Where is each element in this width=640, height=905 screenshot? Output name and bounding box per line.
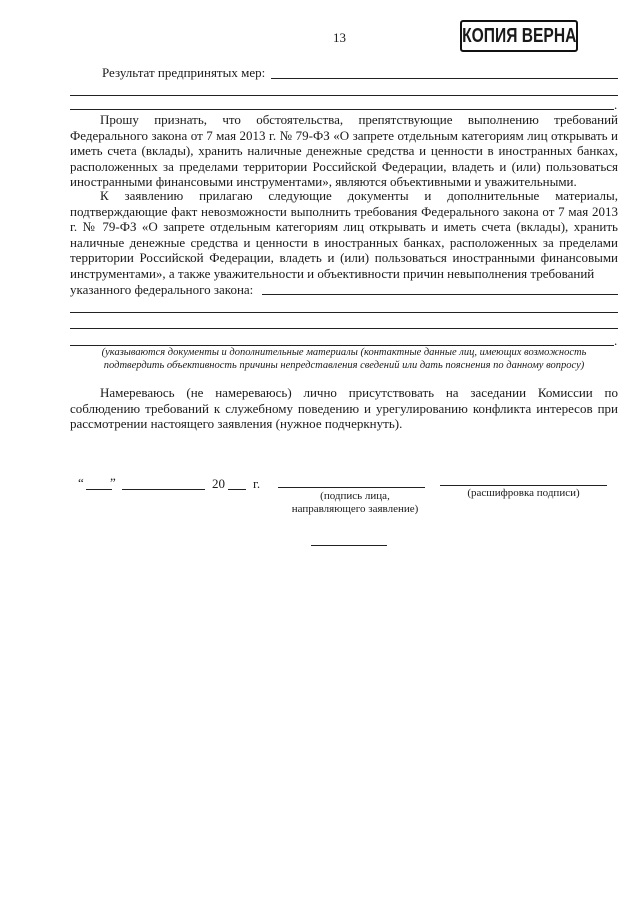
result-label: Результат предпринятых мер:	[102, 65, 266, 80]
attachments-note-line-2: подтвердить объективность причины непредставления сведений или дать пояснения по данному вопросу)	[103, 360, 585, 371]
signature-caption-line-2: направляющего заявление)	[291, 503, 419, 515]
date-quote-close: ”	[110, 475, 116, 490]
bottom-separator	[311, 545, 387, 546]
attachments-paragraph: К заявлению прилагаю следующие документы и дополнительные материалы, подтверждающие факт невозможности выполнить требования Федерального закона от 7 мая 2013 г. № 79-ФЗ «О запрете отдельным категориям лиц открывать и иметь счета (вклады), хранить наличные денежные средства и ценности в иностранных банках, расположенных за пределами территории Российской Федерации, владеть и (или) пользоваться иностранными финансовыми инструментами», а также уважительности и объективности причин невыполнения требований	[70, 188, 618, 281]
signature-line[interactable]	[278, 487, 425, 488]
date-year-suffix: г.	[253, 476, 261, 491]
signature-caption-line-1: (подпись лица,	[320, 490, 390, 502]
stamp-text: КОПИЯ ВЕРНА	[461, 24, 577, 47]
attachments-line-3[interactable]	[70, 328, 618, 329]
intent-paragraph: Намереваюсь (не намереваюсь) лично присутствовать на заседании Комиссии по соблюдению требований к служебному поведению и урегулированию конфликта интересов при рассмотрении настоящего заявления (нужное подчеркнуть).	[70, 385, 618, 432]
result-line-1[interactable]	[271, 78, 618, 79]
result-end-mark: .	[614, 97, 618, 112]
request-paragraph: Прошу признать, что обстоятельства, препятствующие выполнению требований Федерального закона от 7 мая 2013 г. № 79-ФЗ «О запрете отдельным категориям лиц открывать и иметь счета (вклады), хранить наличные денежные средства и ценности в иностранных банках, расположенных за пределами территории Российской Федерации, владеть и (или) пользоваться иностранными финансовыми инструментами», являются объективными и уважительными.	[70, 112, 618, 190]
result-line-2[interactable]	[70, 95, 618, 96]
attachments-last-line-label: указанного федерального закона:	[70, 282, 254, 297]
attachments-end-mark: .	[614, 333, 618, 348]
date-quote-open: “	[78, 475, 84, 490]
date-month-line[interactable]	[122, 489, 205, 490]
signature-caption	[278, 490, 432, 516]
page-number: 13	[333, 30, 346, 45]
attachments-note	[70, 346, 618, 372]
date-year-line[interactable]	[228, 489, 246, 490]
result-line-3[interactable]	[70, 109, 614, 110]
attachments-line-2[interactable]	[70, 312, 618, 313]
decoding-caption: (расшифровка подписи)	[467, 487, 580, 499]
attachments-note-line-1: (указываются документы и дополнительные материалы (контактные данные лиц, имеющих возможность	[101, 347, 587, 358]
copy-certified-stamp	[460, 20, 578, 52]
date-day-line[interactable]	[86, 489, 112, 490]
attachments-line-1[interactable]	[262, 294, 618, 295]
date-year-prefix: 20	[212, 476, 225, 491]
decoding-line[interactable]	[440, 485, 607, 486]
